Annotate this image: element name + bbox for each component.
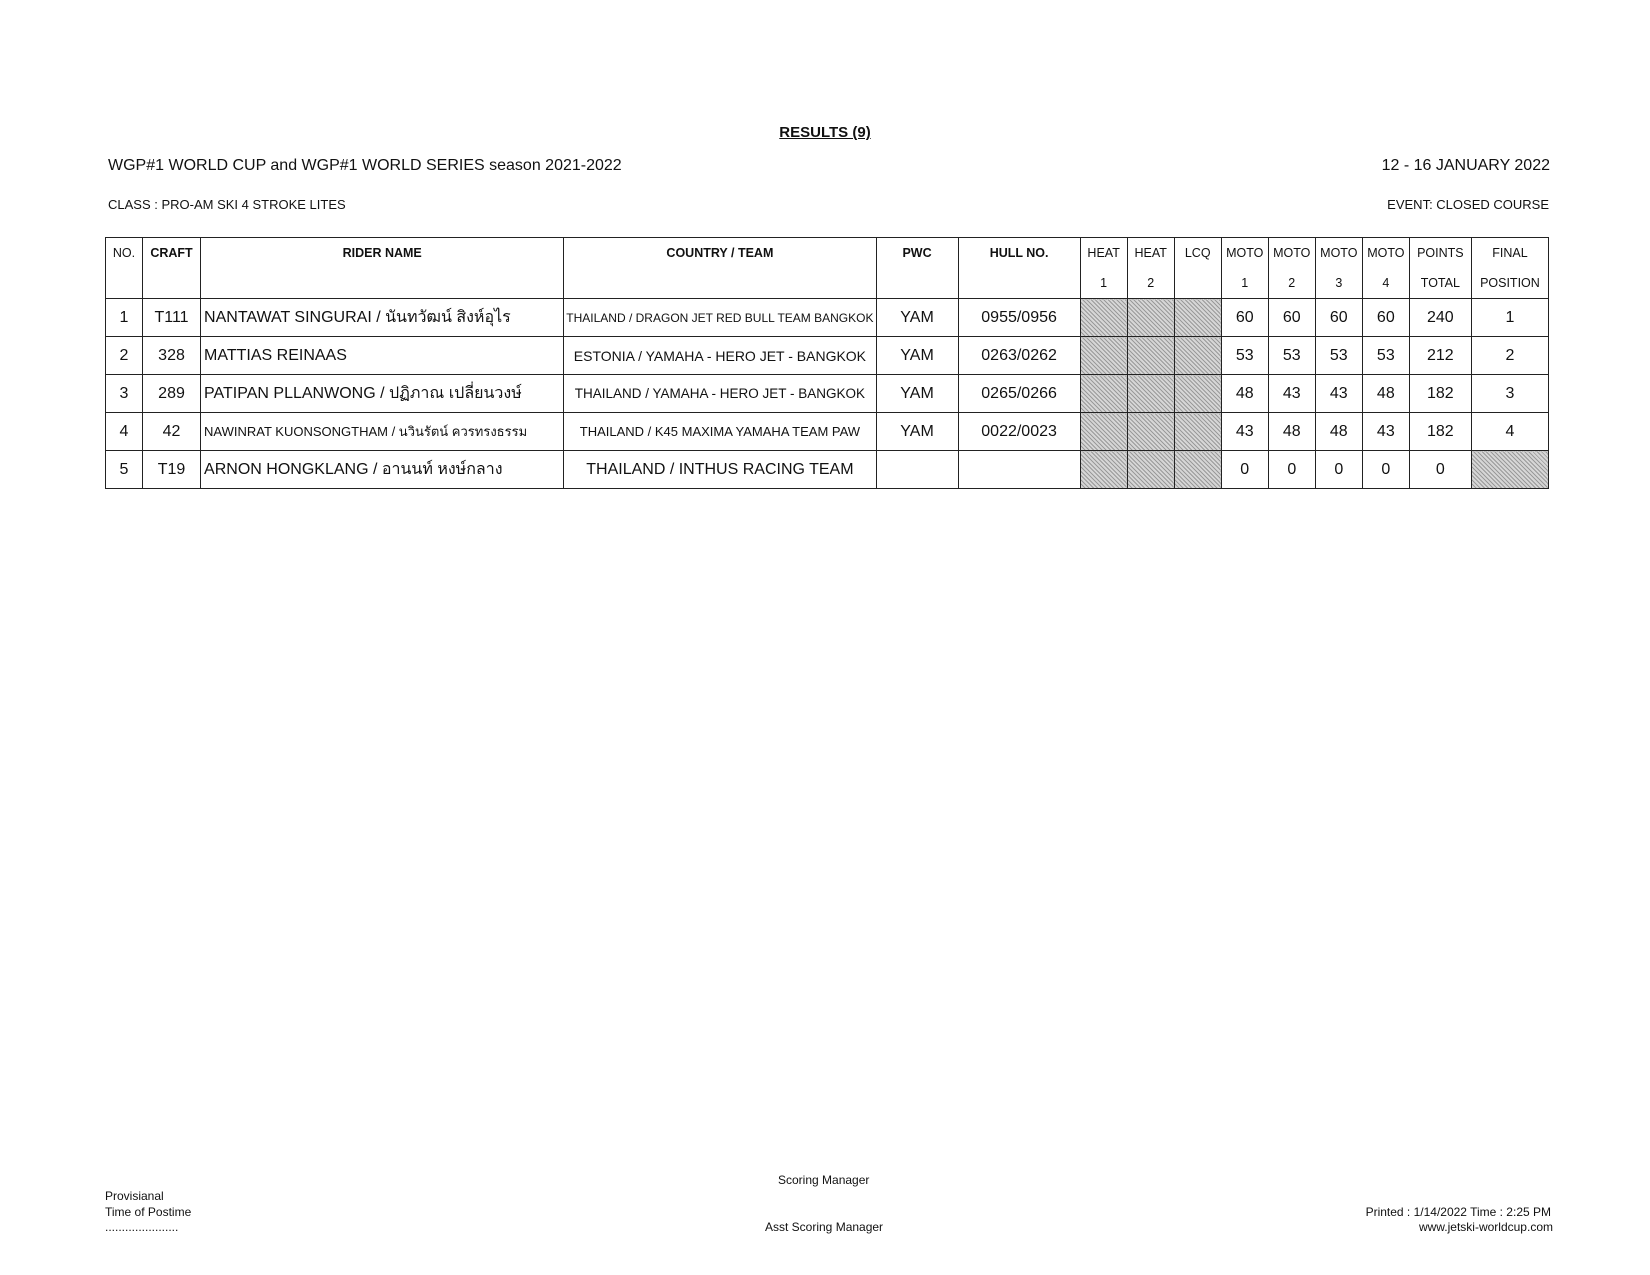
cell-moto-4: 48 <box>1362 375 1409 413</box>
cell-moto-4: 60 <box>1362 299 1409 337</box>
col-heat-1: HEAT 1 <box>1080 238 1127 299</box>
cell-moto-1: 43 <box>1221 413 1268 451</box>
cell-hull-no: 0955/0956 <box>958 299 1080 337</box>
cell-craft: 42 <box>143 413 201 451</box>
cell-moto-4: 43 <box>1362 413 1409 451</box>
cell-moto-3: 48 <box>1315 413 1362 451</box>
cell-pwc: YAM <box>876 375 958 413</box>
col-moto-2: MOTO 2 <box>1268 238 1315 299</box>
cell-moto-3: 0 <box>1315 451 1362 489</box>
cell-lcq <box>1174 375 1221 413</box>
cell-pwc <box>876 451 958 489</box>
cell-country-team: ESTONIA / YAMAHA - HERO JET - BANGKOK <box>564 337 876 375</box>
printed-timestamp: Printed : 1/14/2022 Time : 2:25 PM <box>1365 1205 1551 1219</box>
cell-moto-2: 48 <box>1268 413 1315 451</box>
col-craft: CRAFT <box>143 238 201 299</box>
results-table <box>105 237 1549 489</box>
cell-final-position <box>1471 451 1548 489</box>
cell-pwc: YAM <box>876 413 958 451</box>
table-row <box>106 375 1549 413</box>
col-heat-2: HEAT 2 <box>1127 238 1174 299</box>
cell-moto-1: 48 <box>1221 375 1268 413</box>
table-row <box>106 451 1549 489</box>
col-moto-4: MOTO 4 <box>1362 238 1409 299</box>
provisional-label: Provisianal <box>105 1189 164 1203</box>
cell-moto-2: 53 <box>1268 337 1315 375</box>
col-final-position: FINAL POSITION <box>1471 238 1548 299</box>
cell-craft: T111 <box>143 299 201 337</box>
cell-rider-name: NANTAWAT SINGURAI / นันทวัฒน์ สิงห์อุไร <box>201 299 564 337</box>
col-no: NO. <box>106 238 143 299</box>
cell-heat-2 <box>1127 375 1174 413</box>
cell-moto-2: 43 <box>1268 375 1315 413</box>
cell-moto-2: 60 <box>1268 299 1315 337</box>
scoring-manager-label: Scoring Manager <box>778 1173 870 1187</box>
cell-moto-1: 53 <box>1221 337 1268 375</box>
cell-lcq <box>1174 299 1221 337</box>
cell-final-position: 2 <box>1471 337 1548 375</box>
postime-dots: ...................... <box>105 1220 179 1234</box>
cell-craft: 289 <box>143 375 201 413</box>
cell-country-team: THAILAND / YAMAHA - HERO JET - BANGKOK <box>564 375 876 413</box>
col-moto-3: MOTO 3 <box>1315 238 1362 299</box>
col-lcq: LCQ <box>1174 238 1221 299</box>
cell-hull-no <box>958 451 1080 489</box>
event-name: WGP#1 WORLD CUP and WGP#1 WORLD SERIES season 2021-2022 <box>108 157 622 174</box>
cell-country-team: THAILAND / INTHUS RACING TEAM <box>564 451 876 489</box>
cell-hull-no: 0263/0262 <box>958 337 1080 375</box>
table-row <box>106 299 1549 337</box>
col-rider-name: RIDER NAME <box>201 238 564 299</box>
cell-pwc: YAM <box>876 299 958 337</box>
col-points-total: POINTS TOTAL <box>1409 238 1471 299</box>
cell-heat-2 <box>1127 413 1174 451</box>
event-date: 12 - 16 JANUARY 2022 <box>1381 157 1550 174</box>
cell-no: 5 <box>106 451 143 489</box>
class-label: CLASS : PRO-AM SKI 4 STROKE LITES <box>108 197 346 212</box>
cell-final-position: 4 <box>1471 413 1548 451</box>
cell-pwc: YAM <box>876 337 958 375</box>
page-title: RESULTS (9) <box>779 124 871 141</box>
cell-no: 1 <box>106 299 143 337</box>
cell-moto-2: 0 <box>1268 451 1315 489</box>
cell-hull-no: 0022/0023 <box>958 413 1080 451</box>
cell-heat-1 <box>1080 451 1127 489</box>
cell-moto-1: 0 <box>1221 451 1268 489</box>
cell-lcq <box>1174 451 1221 489</box>
cell-moto-4: 0 <box>1362 451 1409 489</box>
cell-hull-no: 0265/0266 <box>958 375 1080 413</box>
event-type: EVENT: CLOSED COURSE <box>1387 197 1549 212</box>
cell-lcq <box>1174 337 1221 375</box>
table-row <box>106 413 1549 451</box>
cell-country-team: THAILAND / K45 MAXIMA YAMAHA TEAM PAW <box>564 413 876 451</box>
col-hull-no: HULL NO. <box>958 238 1080 299</box>
cell-rider-name: MATTIAS REINAAS <box>201 337 564 375</box>
time-of-postime-label: Time of Postime <box>105 1205 192 1219</box>
cell-points-total: 0 <box>1409 451 1471 489</box>
cell-heat-2 <box>1127 299 1174 337</box>
header-row <box>106 238 1549 299</box>
cell-rider-name: PATIPAN PLLANWONG / ปฏิภาณ เปลี่ยนวงษ์ <box>201 375 564 413</box>
cell-points-total: 182 <box>1409 413 1471 451</box>
cell-final-position: 1 <box>1471 299 1548 337</box>
cell-heat-2 <box>1127 451 1174 489</box>
cell-final-position: 3 <box>1471 375 1548 413</box>
col-pwc: PWC <box>876 238 958 299</box>
cell-points-total: 212 <box>1409 337 1471 375</box>
cell-moto-3: 53 <box>1315 337 1362 375</box>
table-row <box>106 337 1549 375</box>
cell-craft: T19 <box>143 451 201 489</box>
cell-moto-1: 60 <box>1221 299 1268 337</box>
cell-moto-3: 60 <box>1315 299 1362 337</box>
cell-points-total: 182 <box>1409 375 1471 413</box>
cell-points-total: 240 <box>1409 299 1471 337</box>
cell-moto-4: 53 <box>1362 337 1409 375</box>
cell-heat-1 <box>1080 413 1127 451</box>
cell-heat-2 <box>1127 337 1174 375</box>
cell-no: 2 <box>106 337 143 375</box>
cell-moto-3: 43 <box>1315 375 1362 413</box>
col-country-team: COUNTRY / TEAM <box>564 238 876 299</box>
cell-heat-1 <box>1080 375 1127 413</box>
asst-scoring-manager-label: Asst Scoring Manager <box>765 1220 884 1234</box>
cell-no: 4 <box>106 413 143 451</box>
cell-rider-name: NAWINRAT KUONSONGTHAM / นวินรัตน์ ควรทรงธรรม <box>201 413 564 451</box>
cell-country-team: THAILAND / DRAGON JET RED BULL TEAM BANGKOK <box>564 299 876 337</box>
cell-craft: 328 <box>143 337 201 375</box>
cell-rider-name: ARNON HONGKLANG / อานนท์ หงษ์กลาง <box>201 451 564 489</box>
cell-no: 3 <box>106 375 143 413</box>
col-moto-1: MOTO 1 <box>1221 238 1268 299</box>
cell-lcq <box>1174 413 1221 451</box>
cell-heat-1 <box>1080 299 1127 337</box>
website-url: www.jetski-worldcup.com <box>1418 1220 1553 1234</box>
cell-heat-1 <box>1080 337 1127 375</box>
